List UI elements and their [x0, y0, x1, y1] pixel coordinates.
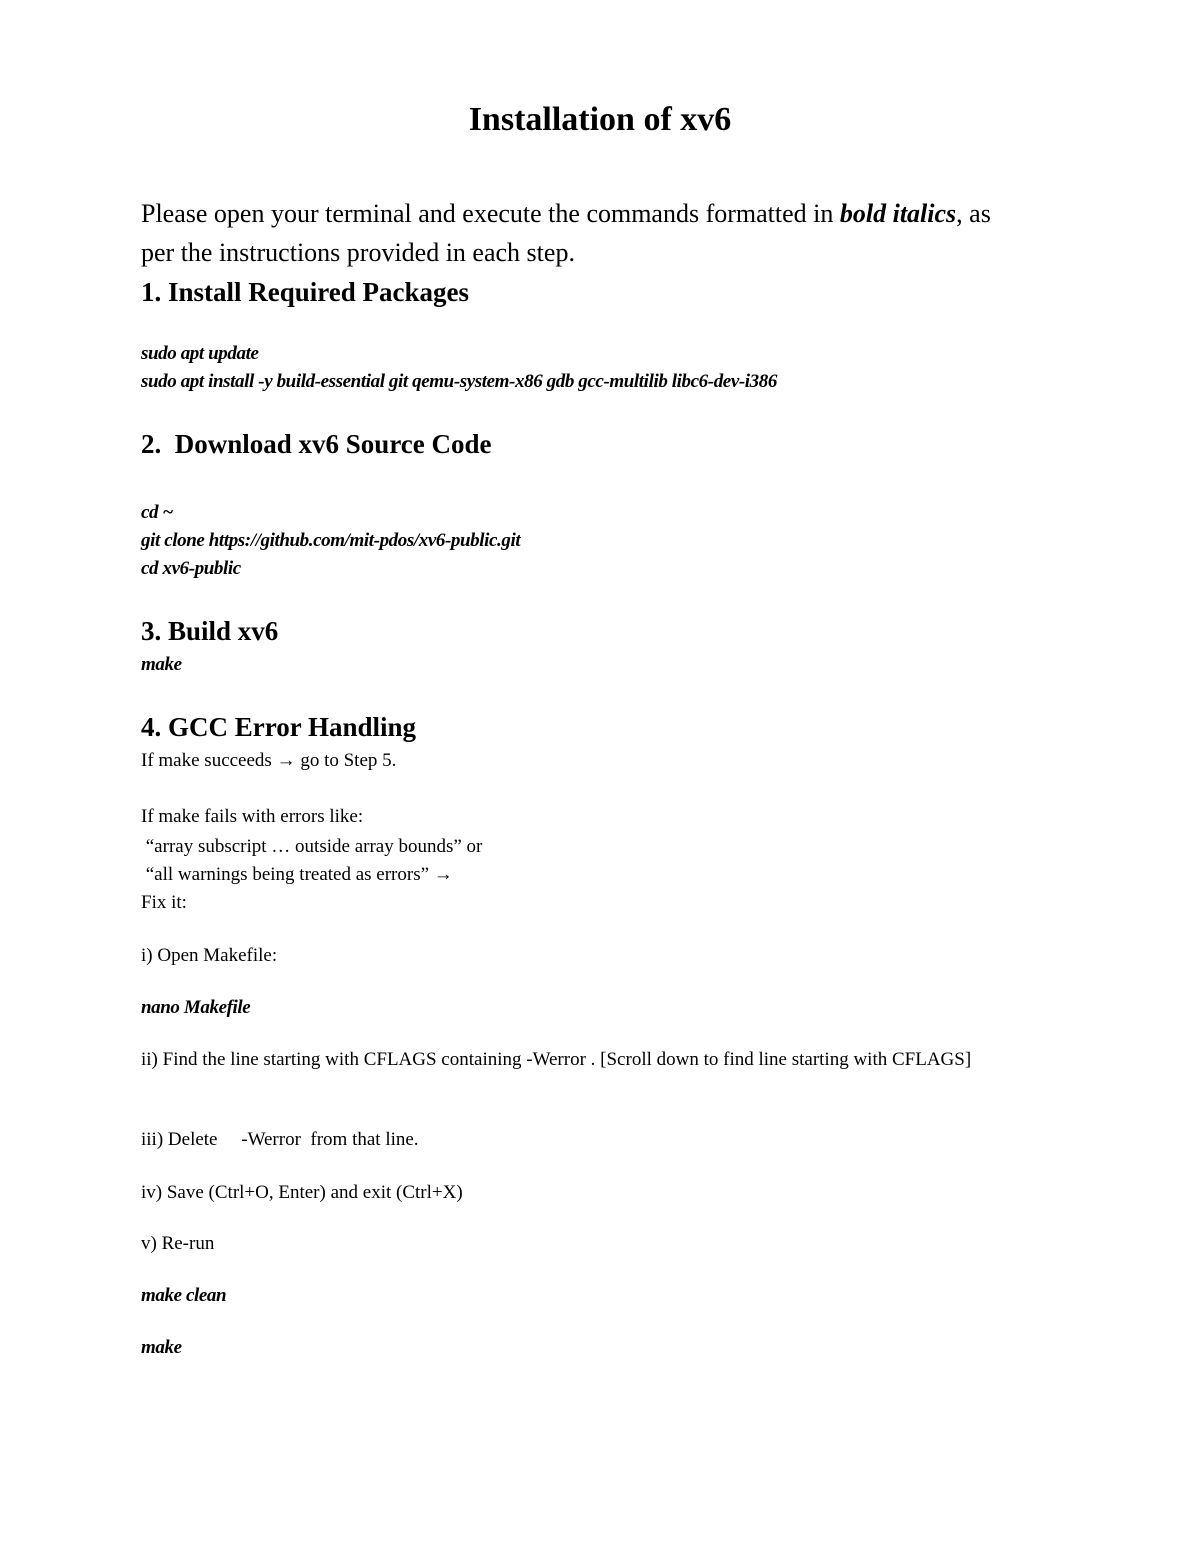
step-3-heading: 3. Build xv6	[141, 616, 279, 646]
command-line: make clean	[141, 1285, 227, 1306]
substep-find: ii) Find the line starting with CFLAGS containing -Werror . [Scroll down to find line starting with CFLAGS]	[141, 1049, 972, 1070]
fail-line: If make fails with errors like:	[141, 806, 364, 827]
success-line: If make succeeds → go to Step 5.	[141, 750, 397, 771]
substep-delete: iii) Delete -Werror from that line.	[141, 1129, 419, 1150]
fail-line: “array subscript … outside array bounds” or	[141, 836, 483, 857]
command-line: nano Makefile	[141, 997, 251, 1018]
command-line: make	[141, 654, 182, 675]
step-1-heading: 1. Install Required Packages	[141, 277, 470, 307]
intro-emphasis: bold italics	[839, 199, 957, 228]
intro-text-end: , as per the instructions provided in each step.	[141, 199, 991, 267]
intro-text: Please open your terminal and execute the commands formatted in	[141, 199, 840, 228]
fail-line: Fix it:	[141, 892, 187, 913]
command-line: cd ~	[141, 502, 173, 523]
document-title: Installation of xv6	[468, 101, 732, 138]
substep-rerun: v) Re-run	[141, 1233, 215, 1254]
substep-save: iv) Save (Ctrl+O, Enter) and exit (Ctrl+X)	[141, 1182, 463, 1203]
command-line: cd xv6-public	[141, 558, 241, 579]
step-2-heading: 2. Download xv6 Source Code	[141, 429, 492, 459]
command-line: make	[141, 1337, 182, 1358]
command-line: git clone https://github.com/mit-pdos/xv6-public.git	[141, 530, 521, 551]
step-4-heading: 4. GCC Error Handling	[141, 712, 417, 742]
intro-paragraph	[141, 194, 1021, 272]
command-line: sudo apt update	[141, 343, 259, 364]
command-line: sudo apt install -y build-essential git qemu-system-x86 gdb gcc-multilib libc6-dev-i386	[141, 371, 777, 392]
fail-line: “all warnings being treated as errors” →	[141, 864, 453, 885]
substep-open: i) Open Makefile:	[141, 945, 278, 966]
